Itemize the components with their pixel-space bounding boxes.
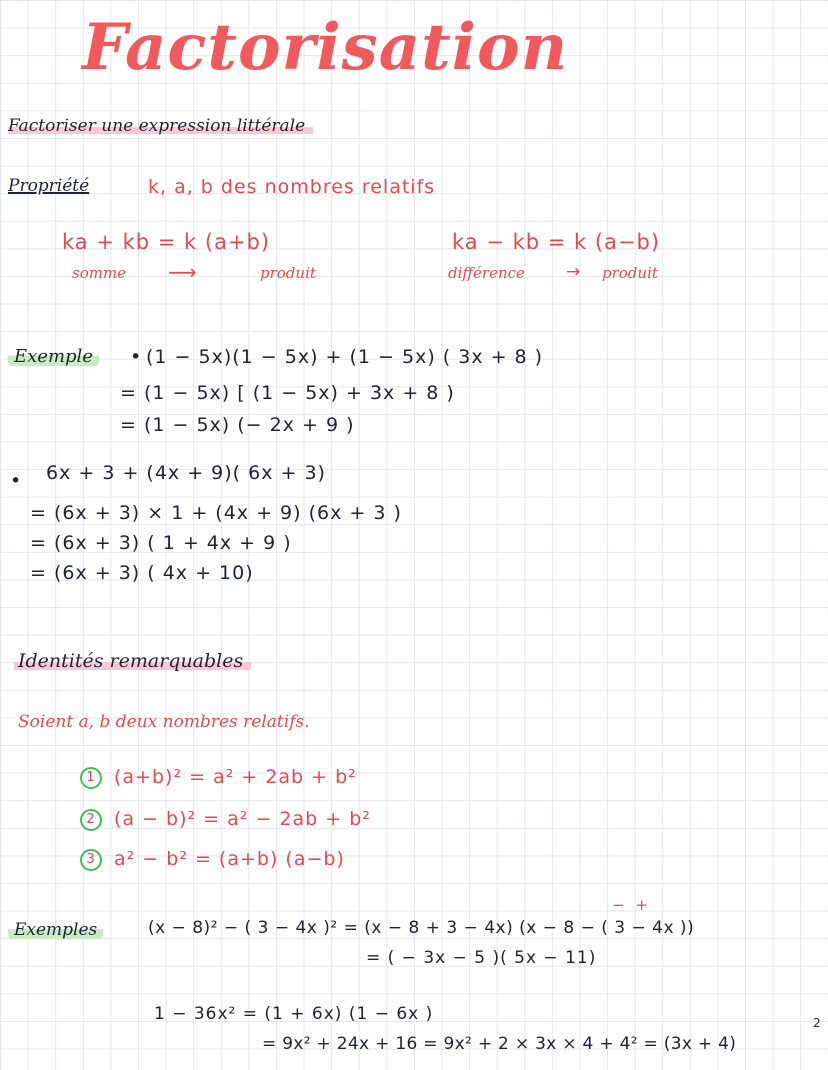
page-title: Factorisation (82, 10, 569, 85)
caption-difference: différence (448, 264, 525, 282)
identities-intro: Soient a, b deux nombres relatifs. (18, 712, 310, 732)
formula-difference: ka − kb = k (a−b) (452, 230, 661, 254)
arrow-right-icon: ⟶ (168, 260, 197, 284)
examples-line-2: = ( − 3x − 5 )( 5x − 11) (366, 948, 597, 968)
examples-label: Exemples (8, 920, 103, 940)
number-circle-icon: 2 (80, 809, 102, 831)
subtitle: Factoriser une expression littérale (8, 116, 313, 136)
examples-line-1: (x − 8)² − ( 3 − 4x )² = (x − 8 + 3 − 4x) (x − 8 − ( 3 − 4x )) (148, 918, 695, 938)
caption-somme: somme (72, 264, 127, 282)
example2-line-3: = (6x + 3) ( 1 + 4x + 9 ) (30, 532, 292, 554)
formula-sum: ka + kb = k (a+b) (62, 230, 271, 254)
identity-2-formula: (a − b)² = a² − 2ab + b² (114, 808, 371, 830)
caption-produit-2: produit (602, 264, 658, 282)
identity-3 (80, 848, 345, 871)
example2-line-2: = (6x + 3) × 1 + (4x + 9) (6x + 3 ) (30, 502, 402, 524)
number-circle-icon: 1 (80, 767, 102, 789)
examples-signs: − + (612, 896, 648, 914)
example2-line-1: 6x + 3 + (4x + 9)( 6x + 3) (46, 462, 326, 484)
caption-produit-1: produit (260, 264, 316, 282)
example2-line-4: = (6x + 3) ( 4x + 10) (30, 562, 254, 584)
examples-exponent: 2 (813, 1016, 821, 1030)
example-line-3: = (1 − 5x) (− 2x + 9 ) (120, 414, 355, 436)
identity-1-formula: (a+b)² = a² + 2ab + b² (114, 766, 357, 788)
property-statement: k, a, b des nombres relatifs (148, 176, 436, 198)
arrow-right-icon-2: → (566, 262, 581, 282)
identities-heading: Identités remarquables (14, 650, 251, 672)
property-label: Propriété (8, 176, 90, 196)
number-circle-icon: 3 (80, 849, 102, 871)
example-line-1: (1 − 5x)(1 − 5x) + (1 − 5x) ( 3x + 8 ) (146, 346, 544, 368)
example2-bullet: • (10, 470, 23, 492)
identity-2 (80, 808, 371, 831)
examples-line-3: 1 − 36x² = (1 + 6x) (1 − 6x ) (154, 1004, 434, 1024)
identity-1 (80, 766, 357, 789)
example-line-2: = (1 − 5x) [ (1 − 5x) + 3x + 8 ) (120, 382, 455, 404)
example-bullet: • (130, 346, 143, 368)
examples-line-4: = 9x² + 24x + 16 = 9x² + 2 × 3x × 4 + 4² = (3x + 4) (262, 1034, 737, 1054)
identity-3-formula: a² − b² = (a+b) (a−b) (114, 848, 345, 870)
example-label: Exemple (8, 346, 99, 367)
